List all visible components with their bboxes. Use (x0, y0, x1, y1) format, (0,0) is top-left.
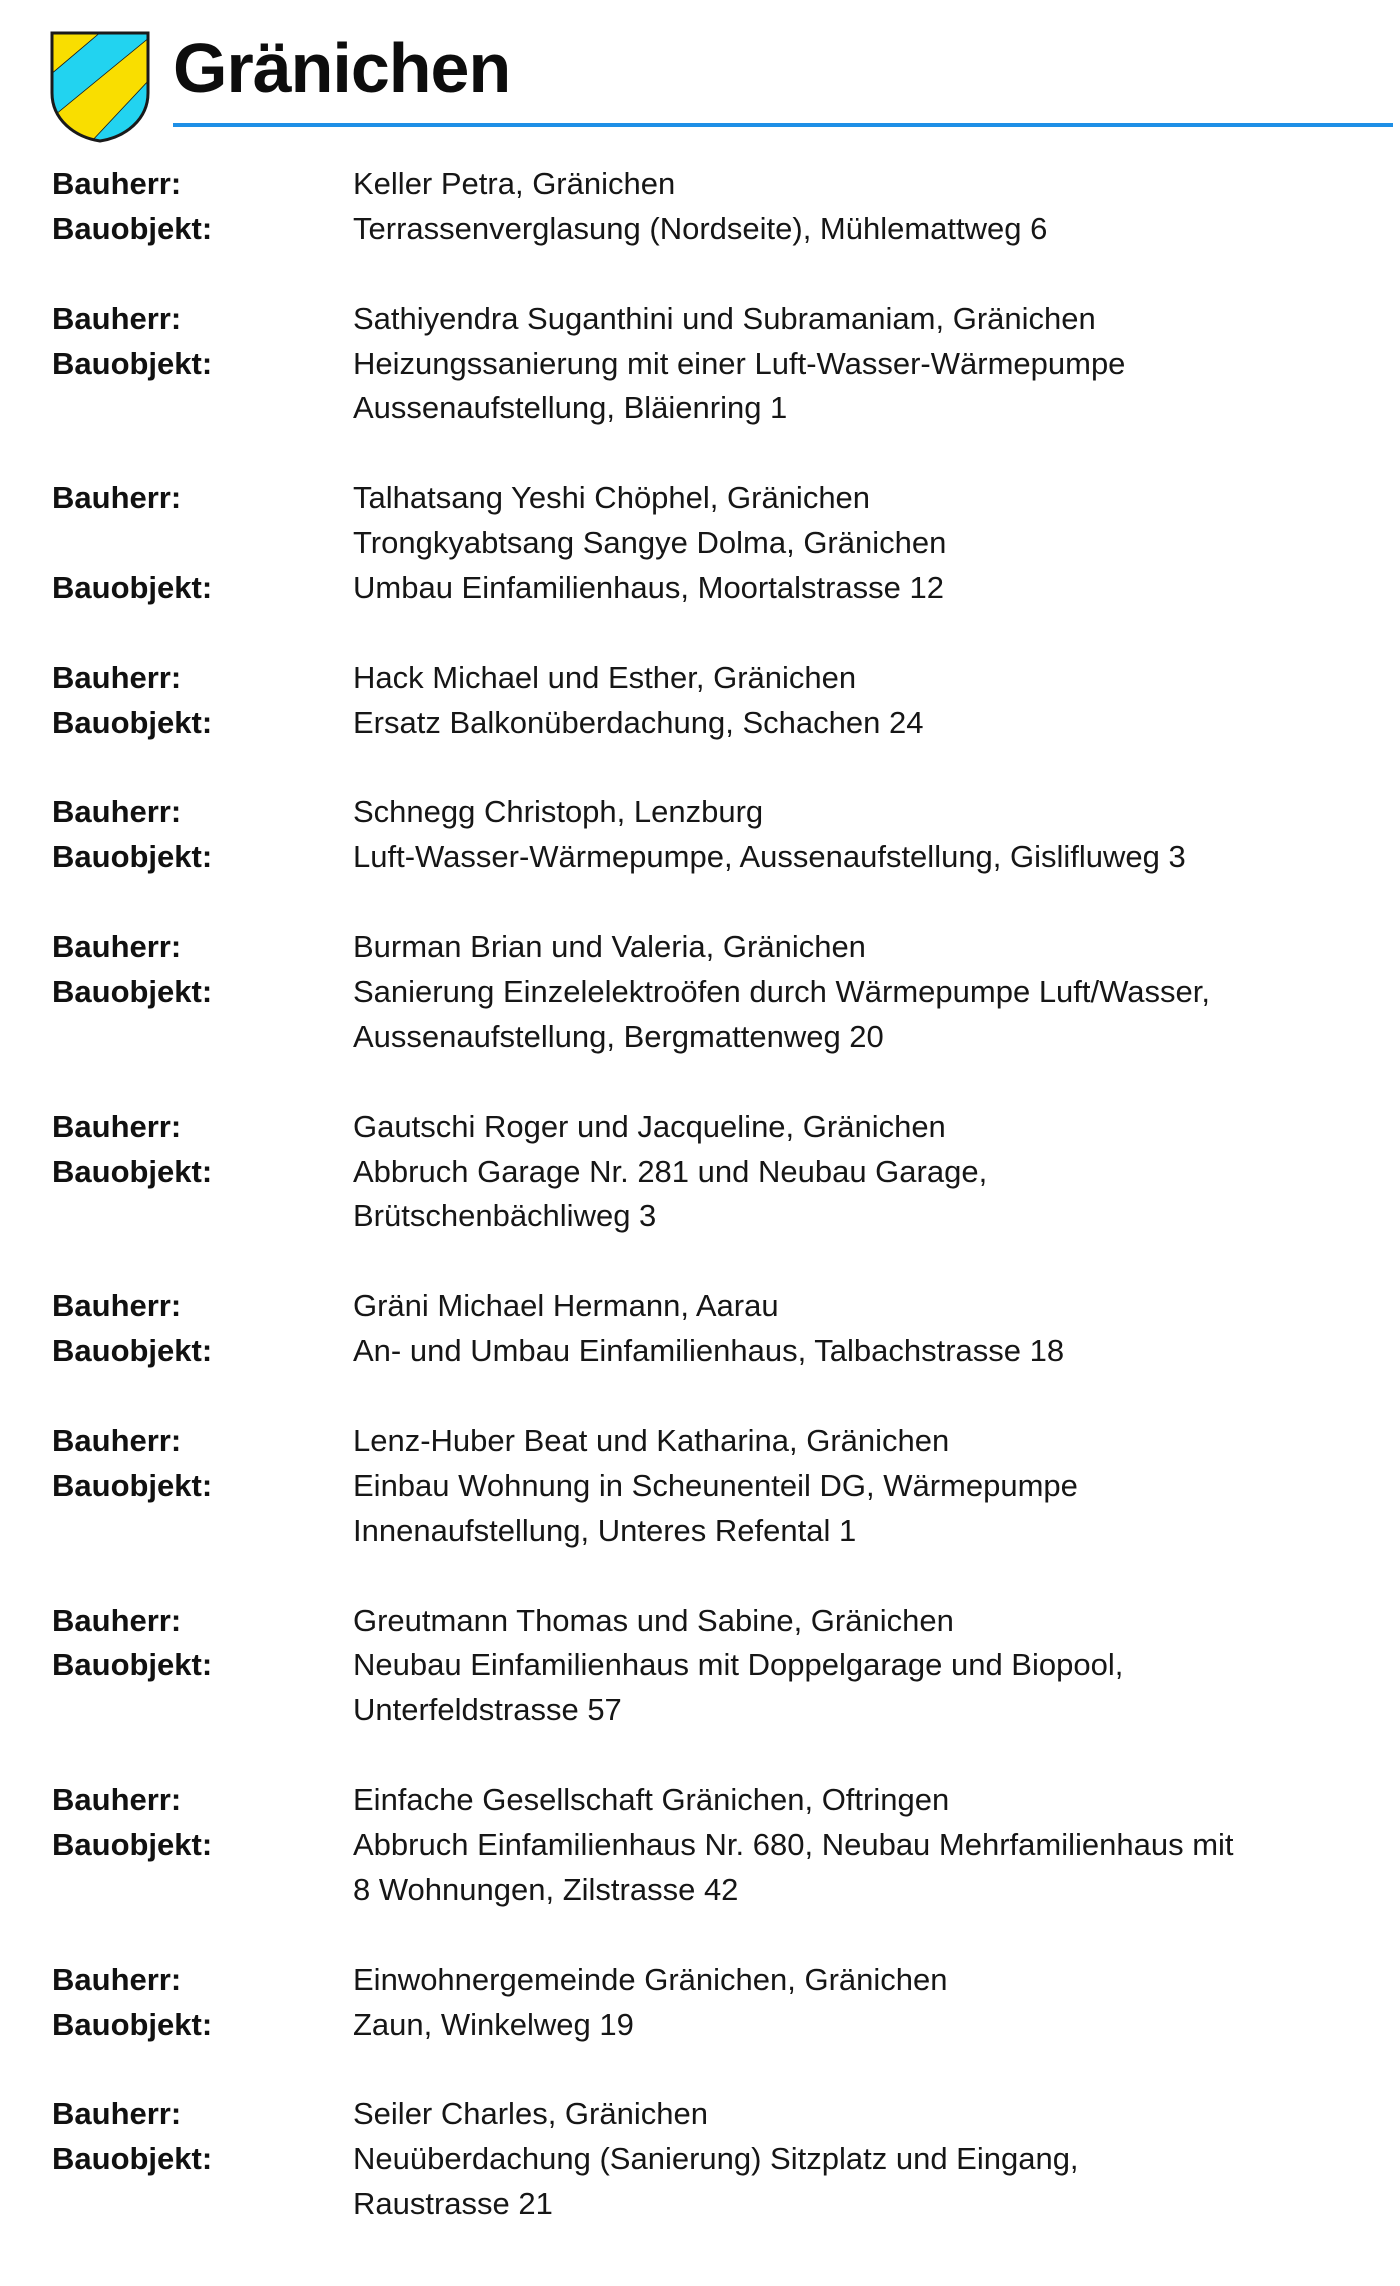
object-row (52, 2137, 1392, 2227)
object-value: Terrassenverglasung (Nordseite), Mühlemattweg 6 (353, 210, 1048, 246)
owner-value-lines (353, 1419, 1392, 1464)
permit-entry (52, 476, 1392, 611)
object-value: Heizungssanierung mit einer Luft-Wasser-Wärmepumpe (353, 345, 1126, 381)
permit-entry (52, 1599, 1392, 1734)
title-underline (173, 123, 1393, 127)
owner-label: Bauherr: (52, 794, 182, 830)
owner-label: Bauherr: (52, 300, 182, 336)
owner-value-lines (353, 476, 1392, 566)
object-value: Aussenaufstellung, Bergmattenweg 20 (353, 1018, 884, 1054)
object-value: Luft-Wasser-Wärmepumpe, Aussenaufstellung, Gislifluweg 3 (353, 839, 1186, 875)
owner-value: Schnegg Christoph, Lenzburg (353, 794, 764, 830)
object-value: Brütschenbächliweg 3 (353, 1198, 657, 1234)
object-value-lines (353, 1150, 1392, 1240)
object-label: Bauobjekt: (52, 1647, 213, 1683)
permit-entry (52, 790, 1392, 880)
owner-value: Keller Petra, Gränichen (353, 166, 676, 201)
permit-entry (52, 297, 1392, 432)
owner-value: Greutmann Thomas und Sabine, Gränichen (353, 1602, 954, 1638)
object-value: Neubau Einfamilienhaus mit Doppelgarage und Biopool, (353, 1647, 1124, 1683)
object-value: Unterfeldstrasse 57 (353, 1692, 622, 1728)
owner-label: Bauherr: (52, 1602, 182, 1638)
object-value: Zaun, Winkelweg 19 (353, 2006, 634, 2042)
permit-entry (52, 1958, 1392, 2048)
owner-label: Bauherr: (52, 1961, 182, 1997)
object-value: An- und Umbau Einfamilienhaus, Talbachstrasse 18 (353, 1333, 1065, 1369)
owner-row (52, 297, 1392, 342)
object-label: Bauobjekt: (52, 345, 213, 381)
object-value-lines (353, 2003, 1392, 2048)
owner-value: Sathiyendra Suganthini und Subramaniam, Gränichen (353, 300, 1096, 336)
owner-value-lines (353, 790, 1392, 835)
object-value-lines (353, 2137, 1392, 2227)
object-value: Umbau Einfamilienhaus, Moortalstrasse 12 (353, 570, 944, 606)
owner-label: Bauherr: (52, 659, 182, 695)
object-label: Bauobjekt: (52, 570, 213, 606)
building-permit-list (52, 162, 1392, 2272)
object-value: Abbruch Garage Nr. 281 und Neubau Garage, (353, 1153, 988, 1189)
object-value: Innenaufstellung, Unteres Refental 1 (353, 1512, 857, 1548)
object-row (52, 1643, 1392, 1733)
owner-row (52, 162, 1392, 207)
object-value: Ersatz Balkonüberdachung, Schachen 24 (353, 704, 924, 740)
permit-entry (52, 2092, 1392, 2227)
owner-value-lines (353, 2092, 1392, 2137)
owner-value: Gautschi Roger und Jacqueline, Gränichen (353, 1108, 946, 1144)
owner-label: Bauherr: (52, 1108, 182, 1144)
owner-label: Bauherr: (52, 1782, 182, 1818)
owner-value: Gräni Michael Hermann, Aarau (353, 1288, 779, 1324)
object-row (52, 970, 1392, 1060)
object-value-lines (353, 1329, 1392, 1374)
owner-value-lines (353, 1778, 1392, 1823)
object-value: Abbruch Einfamilienhaus Nr. 680, Neubau Mehrfamilienhaus mit (353, 1826, 1234, 1862)
owner-value: Talhatsang Yeshi Chöphel, Gränichen (353, 480, 871, 516)
owner-value: Burman Brian und Valeria, Gränichen (353, 929, 866, 965)
owner-value-lines (353, 297, 1392, 342)
object-value-lines (353, 566, 1392, 611)
object-label: Bauobjekt: (52, 2006, 213, 2042)
object-value: Aussenaufstellung, Bläienring 1 (353, 390, 788, 426)
owner-value-lines (353, 1958, 1392, 2003)
object-label: Bauobjekt: (52, 2141, 213, 2177)
object-row (52, 2003, 1392, 2048)
object-label: Bauobjekt: (52, 1333, 213, 1369)
owner-row (52, 1284, 1392, 1329)
permit-entry (52, 1105, 1392, 1240)
owner-value: Lenz-Huber Beat und Katharina, Gränichen (353, 1422, 950, 1458)
object-value-lines (353, 207, 1392, 252)
owner-row (52, 476, 1392, 566)
owner-row (52, 1958, 1392, 2003)
owner-value: Einfache Gesellschaft Gränichen, Oftringen (353, 1782, 950, 1818)
owner-row (52, 1599, 1392, 1644)
object-value-lines (353, 701, 1392, 746)
permit-entry (52, 925, 1392, 1060)
object-row (52, 207, 1392, 252)
owner-label: Bauherr: (52, 480, 182, 516)
object-label: Bauobjekt: (52, 210, 213, 246)
owner-label: Bauherr: (52, 1288, 182, 1324)
object-value-lines (353, 1823, 1392, 1913)
object-row (52, 1823, 1392, 1913)
owner-value-lines (353, 162, 1392, 207)
permit-entry (52, 656, 1392, 746)
object-value-lines (353, 342, 1392, 432)
shield-coat-of-arms-icon (50, 31, 150, 143)
object-value-lines (353, 1464, 1392, 1554)
object-value: Sanierung Einzelelektroöfen durch Wärmepumpe Luft/Wasser, (353, 974, 1210, 1010)
owner-label: Bauherr: (52, 1422, 182, 1458)
owner-row (52, 1419, 1392, 1464)
object-value-lines (353, 835, 1392, 880)
owner-row (52, 1105, 1392, 1150)
object-label: Bauobjekt: (52, 974, 213, 1010)
permit-entry (52, 1778, 1392, 1913)
owner-value: Trongkyabtsang Sangye Dolma, Gränichen (353, 525, 947, 561)
object-value: 8 Wohnungen, Zilstrasse 42 (353, 1871, 739, 1907)
owner-value-lines (353, 1599, 1392, 1644)
owner-row (52, 656, 1392, 701)
object-row (52, 566, 1392, 611)
owner-value-lines (353, 1105, 1392, 1150)
owner-label: Bauherr: (52, 929, 182, 965)
object-label: Bauobjekt: (52, 1153, 213, 1189)
owner-row (52, 2092, 1392, 2137)
object-row (52, 1464, 1392, 1554)
object-label: Bauobjekt: (52, 1826, 213, 1862)
owner-row (52, 1778, 1392, 1823)
permit-entry (52, 162, 1392, 252)
object-value-lines (353, 970, 1392, 1060)
owner-value: Seiler Charles, Gränichen (353, 2096, 708, 2132)
object-value: Raustrasse 21 (353, 2186, 553, 2222)
object-row (52, 342, 1392, 432)
owner-value-lines (353, 656, 1392, 701)
object-label: Bauobjekt: (52, 839, 213, 875)
object-value-lines (353, 1643, 1392, 1733)
page-title: Gränichen (173, 29, 511, 107)
object-row (52, 1150, 1392, 1240)
object-row (52, 1329, 1392, 1374)
owner-row (52, 790, 1392, 835)
owner-value-lines (353, 925, 1392, 970)
object-value: Einbau Wohnung in Scheunenteil DG, Wärmepumpe (353, 1467, 1078, 1503)
owner-label: Bauherr: (52, 166, 182, 201)
object-label: Bauobjekt: (52, 704, 213, 740)
permit-entry (52, 1284, 1392, 1374)
object-row (52, 701, 1392, 746)
owner-value: Hack Michael und Esther, Gränichen (353, 659, 857, 695)
object-label: Bauobjekt: (52, 1467, 213, 1503)
permit-entry (52, 1419, 1392, 1554)
owner-label: Bauherr: (52, 2096, 182, 2132)
object-row (52, 835, 1392, 880)
owner-row (52, 925, 1392, 970)
owner-value-lines (353, 1284, 1392, 1329)
owner-value: Einwohnergemeinde Gränichen, Gränichen (353, 1961, 948, 1997)
object-value: Neuüberdachung (Sanierung) Sitzplatz und Eingang, (353, 2141, 1079, 2177)
